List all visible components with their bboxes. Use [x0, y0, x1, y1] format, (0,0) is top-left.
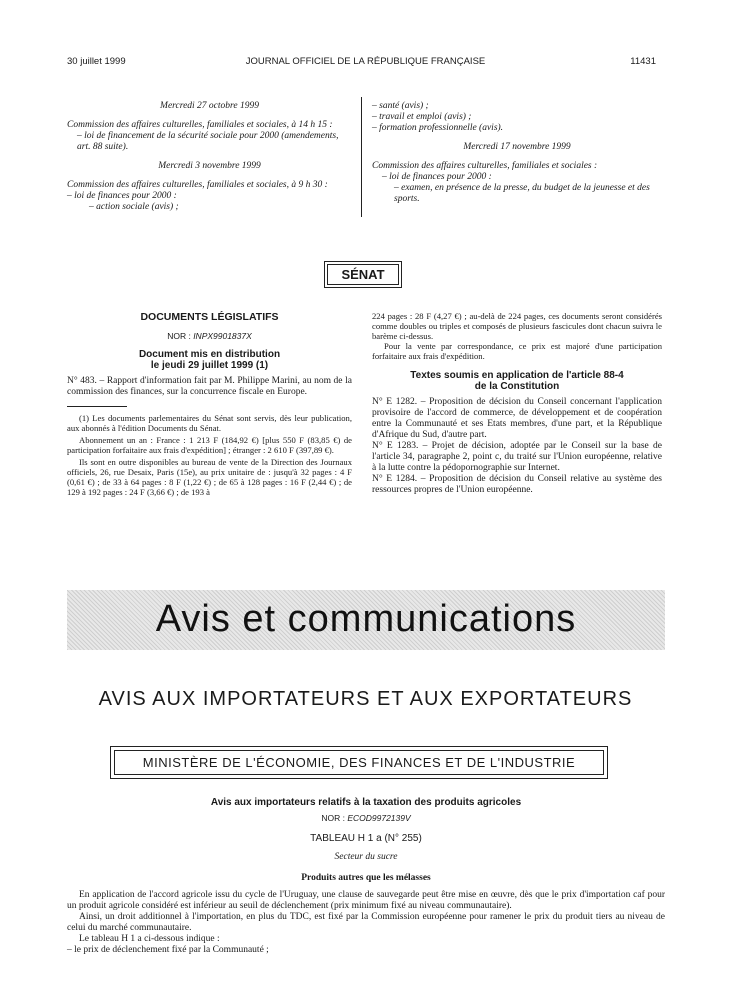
agenda-day: Mercredi 17 novembre 1999 — [463, 142, 571, 152]
notice-nor-label: NOR : — [321, 813, 345, 823]
distribution-line1: Document mis en distribution — [138, 349, 281, 360]
textes-heading-line1: Textes soumis en application de l'article 88-4 — [410, 370, 624, 381]
agenda-item: – loi de finances pour 2000 : — [382, 172, 492, 182]
notice-body — [67, 890, 665, 956]
notice-nor — [67, 813, 665, 824]
senat-heading: SÉNAT — [327, 264, 399, 285]
notice-tableau: TABLEAU H 1 a (N° 255) — [310, 833, 422, 844]
agenda-commission: Commission des affaires culturelles, familiales et sociales, à 14 h 15 : — [67, 120, 333, 130]
price-continuation: 224 pages : 28 F (4,27 €) ; au-delà de 224 pages, ces documents seront considérés comme doubles ou triples et composés de plusieurs fascicules dont chacun suivra le barème ci-dessus. — [372, 311, 662, 341]
notice-block — [67, 797, 665, 956]
agenda-day: Mercredi 3 novembre 1999 — [158, 161, 261, 171]
notice-secteur: Secteur du sucre — [334, 852, 398, 862]
header-date: 30 juillet 1999 — [67, 56, 126, 67]
banner-title: Avis et communications — [155, 598, 577, 640]
agenda-subitem: – santé (avis) ; — [372, 101, 429, 111]
documents-title: DOCUMENTS LÉGISLATIFS — [140, 311, 279, 323]
agenda-subitem: – examen, en présence de la presse, du budget de la jeunesse et des sports. — [394, 183, 650, 204]
textes-heading — [372, 370, 662, 392]
agenda-right-column — [372, 101, 662, 205]
footnotes — [67, 413, 352, 497]
agenda-day: Mercredi 27 octobre 1999 — [160, 101, 259, 111]
agenda-item: – loi de finances pour 2000 : — [67, 191, 177, 201]
notice-list-item: – le prix de déclenchement fixé par la Communauté ; — [67, 945, 269, 955]
agenda-commission: Commission des affaires culturelles, familiales et sociales : — [372, 161, 598, 171]
senat-section-box — [324, 261, 402, 288]
distribution-line2: le jeudi 29 juillet 1999 (1) — [150, 360, 269, 371]
documents-left-column — [67, 311, 352, 499]
notice-nor-code: ECOD9972139V — [347, 813, 411, 823]
entry-e1282: N° E 1282. – Proposition de décision du Conseil concernant l'application provisoire de l'accord de commerce, de développement et de coopération entre la Communauté et ses Etats membres, d'une part, et la République d'Afrique du Sud, d'autre part. — [372, 397, 662, 440]
notice-title: Avis aux importateurs relatifs à la taxation des produits agricoles — [210, 797, 522, 808]
ministere-box — [110, 746, 608, 779]
documents-right-column — [372, 311, 662, 496]
agenda-left-column — [67, 101, 352, 213]
footnote-rule — [67, 406, 127, 407]
ministere-heading: MINISTÈRE DE L'ÉCONOMIE, DES FINANCES ET DE L'INDUSTRIE — [114, 750, 604, 775]
agenda-subitem: – action sociale (avis) ; — [89, 202, 179, 212]
nor-code: INPX9901837X — [193, 331, 252, 341]
footnote-2: Abonnement un an : France : 1 213 F (184,92 €) [plus 550 F (83,85 €) de participation forfaitaire aux frais d'expédition] ; étranger : 2 610 F (397,89 €). — [67, 435, 352, 455]
document-entry-483: N° 483. – Rapport d'information fait par M. Philippe Marini, au nom de la commission des finances, sur la concurrence fiscale en Europe. — [67, 376, 352, 397]
agenda-subitem: – formation professionnelle (avis). — [372, 123, 504, 133]
header-journal-title: JOURNAL OFFICIEL DE LA RÉPUBLIQUE FRANÇAISE — [245, 56, 486, 67]
notice-paragraph: Ainsi, un droit additionnel à l'importation, en plus du TDC, est fixé par la Commission européenne pour ramener le prix du produit tiers au niveau de celui du marché communautaire. — [67, 912, 665, 933]
agenda-commission: Commission des affaires culturelles, familiales et sociales, à 9 h 30 : — [67, 180, 328, 190]
column-divider — [361, 97, 362, 217]
footnote-1: (1) Les documents parlementaires du Sénat sont servis, dès leur publication, aux abonnés à l'édition Documents du Sénat. — [67, 413, 352, 433]
agenda-item: – loi de financement de la sécurité sociale pour 2000 (amendements, art. 88 suite). — [77, 131, 339, 152]
notice-produits: Produits autres que les mélasses — [301, 873, 431, 883]
agenda-subitem: – travail et emploi (avis) ; — [372, 112, 472, 122]
entry-e1283: N° E 1283. – Projet de décision, adoptée par le Conseil sur la base de l'article 34, paragraphe 2, point c, du traité sur l'Union européenne, relative à la lutte contre la pédopornographie sur Internet. — [372, 441, 662, 473]
header-page-number: 11431 — [630, 56, 656, 67]
textes-heading-line2: de la Constitution — [474, 381, 560, 392]
avis-heading: AVIS AUX IMPORTATEURS ET AUX EXPORTATEURS — [98, 688, 633, 710]
mail-order-note: Pour la vente par correspondance, ce prix est majoré d'une participation forfaitaire aux frais d'expédition. — [372, 341, 662, 361]
nor-reference — [67, 331, 352, 341]
entry-e1284: N° E 1284. – Proposition de décision du Conseil relative au système des ressources propres de l'Union européenne. — [372, 474, 662, 495]
notice-paragraph: En application de l'accord agricole issu du cycle de l'Uruguay, une clause de sauvegarde peut être mise en œuvre, dès que le prix d'importation caf pour un produit agricole considéré est inférieur au seuil de déclenchement (prix minimum fixé au niveau communautaire). — [67, 890, 665, 911]
footnote-3: Ils sont en outre disponibles au bureau de vente de la Direction des Journaux officiels, 26, rue Desaix, Paris (15e), au prix unitaire de : jusqu'à 32 pages : 4 F (0,61 €) ; de 33 à 64 pages : 8 F (1,22 €) ; de 65 à 128 pages : 16 F (2,44 €) ; de 129 à 192 pages : 24 F (3,66 €) ; de 193 à — [67, 457, 352, 497]
notice-paragraph: Le tableau H 1 a ci-dessous indique : — [79, 934, 220, 944]
nor-label: NOR : — [167, 331, 191, 341]
distribution-heading — [67, 349, 352, 371]
section-banner — [67, 590, 665, 650]
